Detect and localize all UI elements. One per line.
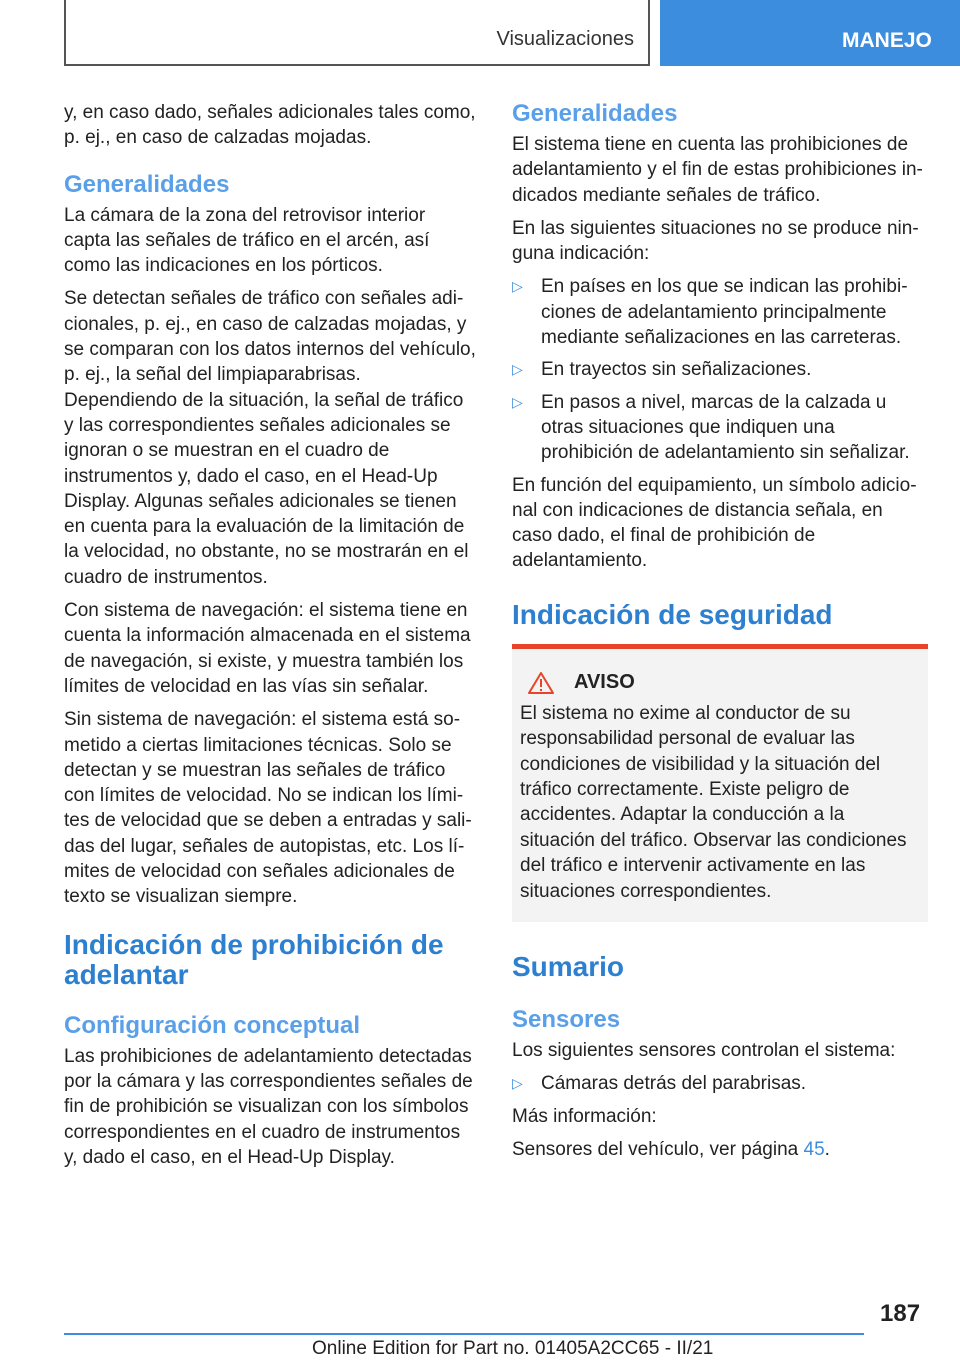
right-column [512,100,928,1170]
paragraph-system-considers: El sistema tiene en cuenta las prohibiciones de adelantamiento y el fin de estas prohibiciones indicados mediante señales de tráfico. [512,134,923,206]
intro-paragraph: y, en caso dado, señales adicionales tales como, p. ej., en caso de calzadas mojadas. [64,102,476,149]
page-reference-link[interactable]: 45 [803,1138,825,1160]
bullet-triangle-icon: ▷ [512,393,523,410]
list-item: ▷ En países en los que se indican las prohibiciones de adelantamiento principalmente mediante señalizaciones en las carreteras. [512,276,908,349]
paragraph-detection: Se detectan señales de tráfico con señales adicionales, p. ej., en caso de calzadas mojadas, y se comparan con los datos internos del vehículo, p. ej., la señal del limpiaparabrisas. Dependiendo de la situación, la señal de tráfico y las correspondientes señales adicionales se ignoran o se muestran en el cuadro de instrumentos y, dado el caso, en el Head-Up Display. Algunas señales adicionales se tienen en cuenta para la evaluación de la limitación de la velocidad, no obstante, no se mostrarán en el cuadro de instrumentos. [64,288,476,588]
bullet-triangle-icon: ▷ [512,361,523,378]
warning-box [512,644,928,922]
paragraph-no-indication: En las siguientes situaciones no se produce ninguna indicación: [512,217,919,265]
paragraph-camera: La cámara de la zona del retrovisor interior capta las señales de tráfico en el arcén, así como las indicaciones en los pórticos. [64,204,430,277]
warning-triangle-icon [528,671,554,695]
header-section-box [64,0,650,66]
paragraph-with-navigation: Con sistema de navegación: el sistema tiene en cuenta la información almacenada en el sistema de navegación, si existe, y muestra también los límites de velocidad en las vías sin señalar. [64,600,471,697]
footer-divider [64,1333,864,1335]
paragraph-without-navigation: Sin sistema de navegación: el sistema está sometido a ciertas limitaciones técnicas. Solo se detectan y se muestran las señales de tráfico con límites de velocidad. No se indican los límites de velocidad que se deben a entradas y salidas del lugar, señales de autopistas, etc. Los límites de velocidad con señales adicionales de texto se visualizan siempre. [64,709,472,908]
paragraph-overtaking-display: Las prohibiciones de adelantamiento detectadas por la cámara y las correspondientes señales de fin de prohibición se visualizan con los símbolos correspondientes en el cuadro de instrumentos y, dado el caso, en el Head-Up Display. [64,1045,473,1168]
header-section-title: Visualizaciones [496,28,634,50]
list-no-indication [512,274,928,465]
paragraph-sensors: Los siguientes sensores controlan el sistema: [512,1040,896,1061]
paragraph-equipment-symbol: En función del equipamiento, un símbolo adicional con indicaciones de distancia señala, en caso dado, el final de prohibición de adelantamiento. [512,474,917,572]
paragraph-reference: Sensores del vehículo, ver página 45. [512,1138,830,1160]
header-chapter-label: MANEJO [842,29,932,52]
warning-title: AVISO [574,671,635,694]
paragraph-more-info: Más información: [512,1105,657,1127]
warning-text: El sistema no exime al conductor de su responsabilidad personal de evaluar las condiciones de visibilidad y la situación del tráfico correctamente. Existe peligro de accidentes. Adaptar la conducción a la situación del tráfico. Observar las condiciones del tráfico e intervenir activamente en las situaciones correspondientes. [520,702,907,902]
header-chapter-tab[interactable] [660,0,960,66]
left-column [64,100,476,1178]
heading-safety-note: Indicación de seguridad [512,598,833,630]
list-sensors [512,1071,928,1096]
heading-generalidades-right: Generalidades [512,100,678,127]
heading-generalidades-left: Generalidades [64,170,230,198]
bullet-triangle-icon: ▷ [512,278,523,295]
list-item: ▷ En trayectos sin señalizaciones. [512,359,812,381]
heading-sensors: Sensores [512,1006,621,1033]
heading-conceptual-configuration: Configuración conceptual [64,1011,361,1039]
heading-overtaking-prohibition: Indicación de prohibición de adelantar [64,928,444,990]
page-number: 187 [880,1300,921,1327]
heading-summary: Sumario [512,951,625,982]
list-item: ▷ Cámaras detrás del parabrisas. [512,1073,807,1095]
warning-header [520,671,920,695]
footer-edition: Online Edition for Part no. 01405A2CC65 - II/21 [312,1338,714,1359]
bullet-triangle-icon: ▷ [512,1075,523,1092]
list-item: ▷ En pasos a nivel, marcas de la calzada u otras situaciones que indiquen una prohibición de adelantamiento sin señalizar. [512,391,910,464]
